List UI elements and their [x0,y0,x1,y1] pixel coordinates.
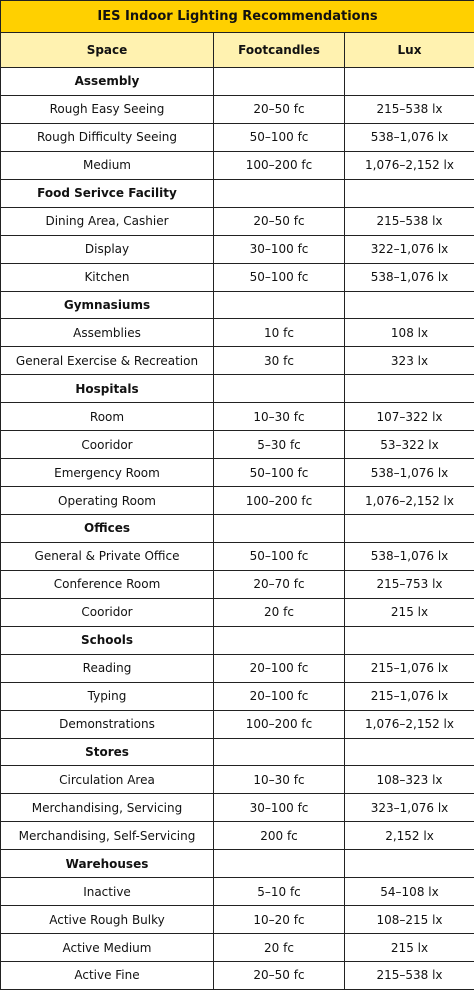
footcandles-cell: 20–100 fc [214,654,345,682]
lux-cell: 215 lx [345,598,474,626]
table-row [1,598,474,626]
footcandles-cell: 200 fc [214,822,345,850]
footcandles-cell: 10–20 fc [214,906,345,934]
footcandles-cell: 100–200 fc [214,487,345,515]
table-row [1,766,474,794]
lux-cell: 538–1,076 lx [345,263,474,291]
table-row [1,123,474,151]
table-row [1,487,474,515]
footcandles-cell: 20–70 fc [214,570,345,598]
category-empty-cell [345,179,474,207]
table-row [1,906,474,934]
footcandles-cell: 20 fc [214,598,345,626]
category-row [1,850,474,878]
table-row [1,151,474,179]
table-row [1,431,474,459]
lux-cell: 215–1,076 lx [345,682,474,710]
space-cell: Reading [1,654,214,682]
footcandles-cell: 20–100 fc [214,682,345,710]
space-cell: Emergency Room [1,459,214,487]
footcandles-cell: 50–100 fc [214,123,345,151]
table-row [1,207,474,235]
table-row [1,263,474,291]
footcandles-cell: 100–200 fc [214,151,345,179]
lux-cell: 54–108 lx [345,878,474,906]
footcandles-cell: 20 fc [214,934,345,962]
footcandles-cell: 10 fc [214,319,345,347]
space-cell: Merchandising, Self-Servicing [1,822,214,850]
header-row [1,33,474,68]
space-cell: Inactive [1,878,214,906]
table-row [1,962,474,990]
category-name: Gymnasiums [1,291,214,319]
footcandles-cell: 10–30 fc [214,403,345,431]
lux-cell: 108–323 lx [345,766,474,794]
space-cell: Cooridor [1,431,214,459]
title-row [1,1,474,33]
lux-cell: 215–538 lx [345,95,474,123]
lux-cell: 108–215 lx [345,906,474,934]
lux-cell: 538–1,076 lx [345,542,474,570]
lux-cell: 538–1,076 lx [345,123,474,151]
category-empty-cell [345,291,474,319]
lux-cell: 1,076–2,152 lx [345,710,474,738]
table-row [1,794,474,822]
category-empty-cell [214,850,345,878]
footcandles-cell: 20–50 fc [214,962,345,990]
category-row [1,291,474,319]
space-cell: Room [1,403,214,431]
footcandles-cell: 30–100 fc [214,794,345,822]
footcandles-cell: 50–100 fc [214,263,345,291]
table-row [1,654,474,682]
table-row [1,95,474,123]
category-empty-cell [345,850,474,878]
lux-cell: 215–1,076 lx [345,654,474,682]
space-cell: Typing [1,682,214,710]
category-row [1,626,474,654]
category-empty-cell [214,291,345,319]
category-row [1,375,474,403]
lux-cell: 215–538 lx [345,207,474,235]
space-cell: Rough Difficulty Seeing [1,123,214,151]
space-cell: Conference Room [1,570,214,598]
table-row [1,403,474,431]
lux-cell: 1,076–2,152 lx [345,487,474,515]
space-cell: Demonstrations [1,710,214,738]
category-empty-cell [214,626,345,654]
category-empty-cell [345,626,474,654]
category-empty-cell [214,68,345,96]
space-cell: Active Fine [1,962,214,990]
category-row [1,515,474,543]
table-row [1,347,474,375]
category-name: Hospitals [1,375,214,403]
lux-cell: 108 lx [345,319,474,347]
category-empty-cell [214,738,345,766]
space-cell: Operating Room [1,487,214,515]
lux-cell: 323 lx [345,347,474,375]
table-row [1,682,474,710]
lux-cell: 538–1,076 lx [345,459,474,487]
footcandles-cell: 30 fc [214,347,345,375]
lux-cell: 215 lx [345,934,474,962]
category-empty-cell [345,375,474,403]
footcandles-cell: 5–10 fc [214,878,345,906]
table-body [1,68,474,990]
footcandles-cell: 10–30 fc [214,766,345,794]
space-cell: Dining Area, Cashier [1,207,214,235]
category-row [1,68,474,96]
table-title: IES Indoor Lighting Recommendations [1,1,474,33]
footcandles-cell: 50–100 fc [214,459,345,487]
table-row [1,934,474,962]
category-name: Offices [1,515,214,543]
lux-cell: 2,152 lx [345,822,474,850]
space-cell: Active Medium [1,934,214,962]
space-cell: General & Private Office [1,542,214,570]
category-empty-cell [214,515,345,543]
category-row [1,179,474,207]
category-empty-cell [345,515,474,543]
footcandles-cell: 100–200 fc [214,710,345,738]
space-cell: Medium [1,151,214,179]
category-name: Food Serivce Facility [1,179,214,207]
category-empty-cell [214,179,345,207]
table-row [1,235,474,263]
space-cell: General Exercise & Recreation [1,347,214,375]
footcandles-cell: 30–100 fc [214,235,345,263]
header-lux: Lux [345,33,474,68]
category-name: Warehouses [1,850,214,878]
space-cell: Assemblies [1,319,214,347]
footcandles-cell: 50–100 fc [214,542,345,570]
category-name: Assembly [1,68,214,96]
table-row [1,822,474,850]
category-empty-cell [345,68,474,96]
header-space: Space [1,33,214,68]
lux-cell: 53–322 lx [345,431,474,459]
category-empty-cell [214,375,345,403]
category-name: Stores [1,738,214,766]
table-row [1,878,474,906]
lux-cell: 1,076–2,152 lx [345,151,474,179]
category-empty-cell [345,738,474,766]
space-cell: Kitchen [1,263,214,291]
table-row [1,570,474,598]
footcandles-cell: 20–50 fc [214,207,345,235]
lux-cell: 215–753 lx [345,570,474,598]
space-cell: Rough Easy Seeing [1,95,214,123]
lux-cell: 323–1,076 lx [345,794,474,822]
table-row [1,319,474,347]
lux-cell: 107–322 lx [345,403,474,431]
lux-cell: 215–538 lx [345,962,474,990]
header-footcandles: Footcandles [214,33,345,68]
footcandles-cell: 5–30 fc [214,431,345,459]
table-row [1,542,474,570]
space-cell: Circulation Area [1,766,214,794]
category-name: Schools [1,626,214,654]
space-cell: Merchandising, Servicing [1,794,214,822]
table-row [1,710,474,738]
table-row [1,459,474,487]
space-cell: Active Rough Bulky [1,906,214,934]
category-row [1,738,474,766]
space-cell: Display [1,235,214,263]
footcandles-cell: 20–50 fc [214,95,345,123]
space-cell: Cooridor [1,598,214,626]
lux-cell: 322–1,076 lx [345,235,474,263]
